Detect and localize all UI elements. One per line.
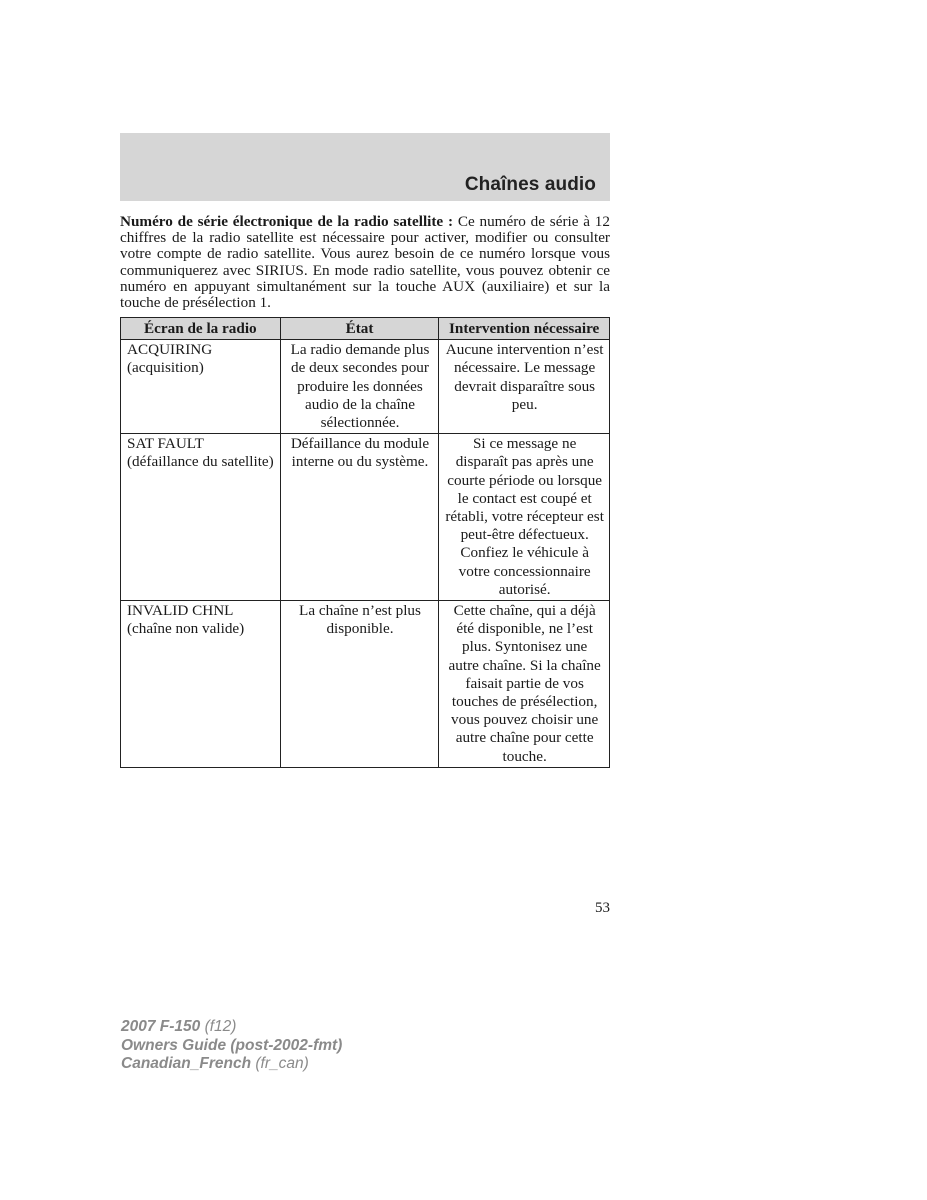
header-action: Intervention nécessaire xyxy=(439,318,610,340)
footer-line-guide xyxy=(121,1037,342,1056)
section-header xyxy=(120,133,610,201)
footer-model: 2007 F-150 xyxy=(121,1018,201,1035)
intro-lead: Numéro de série électronique de la radio satellite : xyxy=(120,213,454,230)
cell-screen: ACQUIRING (acquisition) xyxy=(121,340,281,434)
document-footer xyxy=(121,1018,342,1074)
header-screen: Écran de la radio xyxy=(121,318,281,340)
footer-guide: Owners Guide (post-2002-fmt) xyxy=(121,1036,343,1054)
cell-action: Cette chaîne, qui a déjà été disponible, ne l’est plus. Syntonisez une autre chaîne. Si la chaîne faisait partie de vos touches de présélection, vous pouvez choisir une autre chaîne pour cette touche. xyxy=(439,601,610,768)
footer-language-code: (fr_can) xyxy=(255,1055,309,1072)
cell-action: Si ce message ne disparaît pas après une courte période ou lorsque le contact est coupé et rétabli, votre récepteur est peut-être défectueux. Confiez le véhicule à votre concessionnaire autorisé. xyxy=(439,434,610,601)
table-row xyxy=(121,434,610,601)
cell-action: Aucune intervention n’est nécessaire. Le message devrait disparaître sous peu. xyxy=(439,340,610,434)
table-row xyxy=(121,601,610,768)
page-number: 53 xyxy=(595,900,610,916)
table-row xyxy=(121,340,610,434)
cell-state: La radio demande plus de deux secondes pour produire les données audio de la chaîne sélectionnée. xyxy=(280,340,439,434)
cell-screen: SAT FAULT (défaillance du satellite) xyxy=(121,434,281,601)
footer-line-language xyxy=(121,1055,342,1074)
footer-language: Canadian_French xyxy=(121,1055,252,1072)
footer-model-code: (f12) xyxy=(204,1018,237,1035)
cell-state: Défaillance du module interne ou du système. xyxy=(280,434,439,601)
footer-line-model xyxy=(121,1018,342,1037)
cell-screen: INVALID CHNL (chaîne non valide) xyxy=(121,601,281,768)
radio-messages-table xyxy=(120,317,610,768)
cell-state: La chaîne n’est plus disponible. xyxy=(280,601,439,768)
table-header-row xyxy=(121,318,610,340)
header-state: État xyxy=(280,318,439,340)
intro-paragraph xyxy=(120,214,610,311)
intro-body: Ce numéro de série à 12 chiffres de la radio satellite est nécessaire pour activer, modifier ou consulter votre compte de radio satellite. Vous aurez besoin de ce numéro lorsque vous communiquerez avec SIRIUS. En mode radio satellite, vous pouvez obtenir ce numéro en appuyant simultanément sur la touche AUX (auxiliaire) et sur la touche de présélection 1. xyxy=(120,213,610,312)
section-title: Chaînes audio xyxy=(464,174,596,195)
